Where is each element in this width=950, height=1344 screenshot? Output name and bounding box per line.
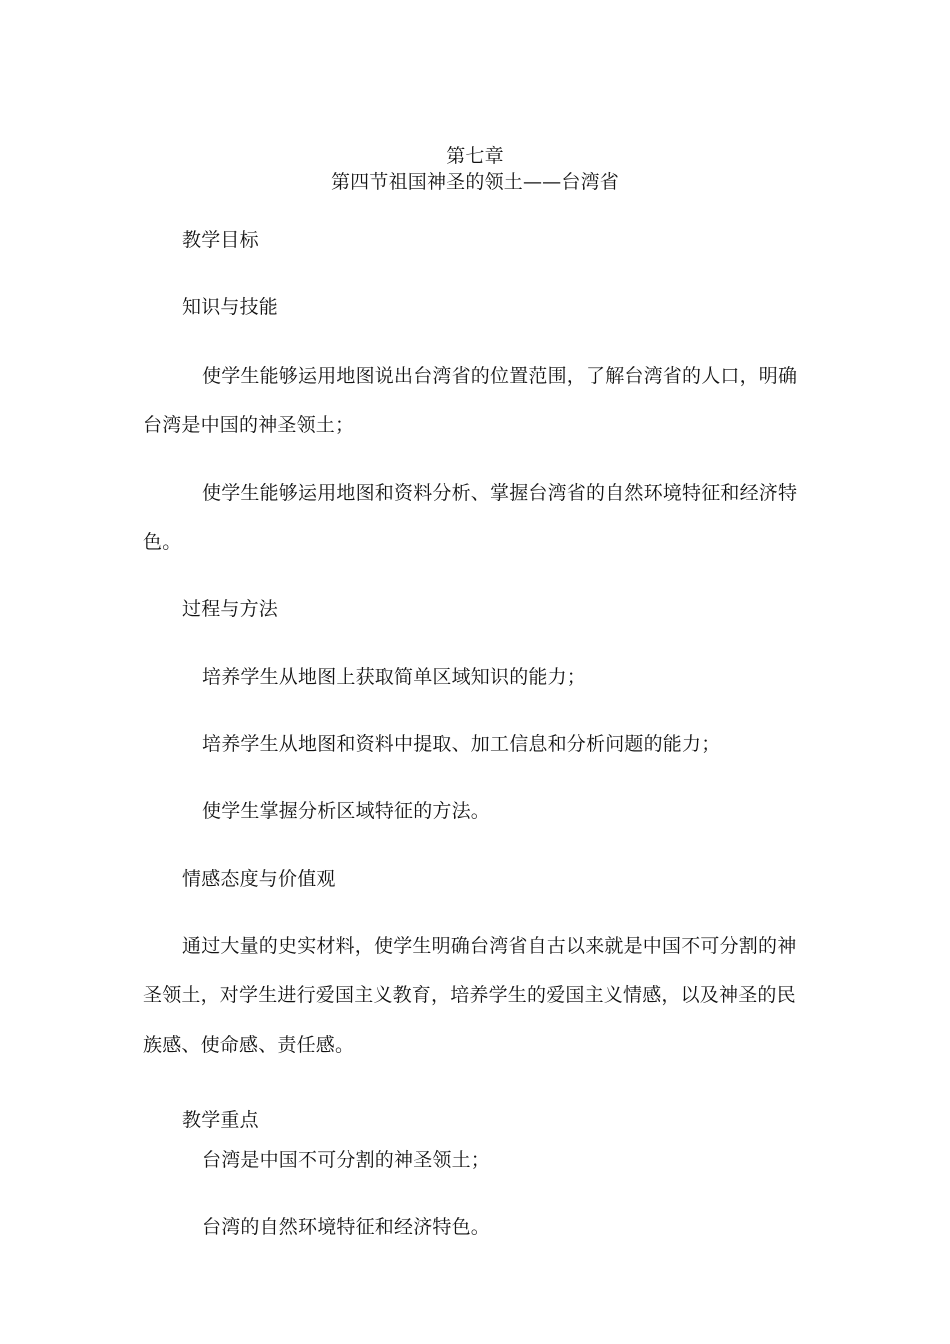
knowledge-item-2-line-2: 色。 (143, 531, 182, 553)
section-title: 第四节祖国神圣的领土——台湾省 (330, 171, 619, 193)
key-point-item-1: 台湾是中国不可分割的神圣领土； (202, 1149, 491, 1171)
process-item-1: 培养学生从地图上获取简单区域知识的能力； (202, 666, 587, 688)
process-item-3: 使学生掌握分析区域特征的方法。 (202, 800, 491, 822)
knowledge-item-2-line-1: 使学生能够运用地图和资料分析、掌握台湾省的自然环境特征和经济特 (202, 482, 798, 504)
emotion-paragraph-line-3: 族感、使命感、责任感。 (143, 1034, 355, 1056)
emotion-paragraph-line-2: 圣领土，对学生进行爱国主义教育，培养学生的爱国主义情感，以及神圣的民 (143, 984, 796, 1006)
process-heading: 过程与方法 (182, 598, 279, 620)
knowledge-item-1-line-2: 台湾是中国的神圣领土； (143, 414, 355, 436)
emotion-heading: 情感态度与价值观 (182, 868, 336, 890)
key-points-heading: 教学重点 (182, 1109, 259, 1131)
process-item-2: 培养学生从地图和资料中提取、加工信息和分析问题的能力； (202, 733, 721, 755)
chapter-title: 第七章 (446, 145, 504, 167)
emotion-paragraph-line-1: 通过大量的史实材料，使学生明确台湾省自古以来就是中国不可分割的神 (182, 935, 797, 957)
knowledge-heading: 知识与技能 (182, 296, 279, 318)
knowledge-item-1-line-1: 使学生能够运用地图说出台湾省的位置范围，了解台湾省的人口，明确 (202, 365, 798, 387)
objectives-heading: 教学目标 (182, 229, 259, 251)
key-point-item-2: 台湾的自然环境特征和经济特色。 (202, 1216, 491, 1238)
